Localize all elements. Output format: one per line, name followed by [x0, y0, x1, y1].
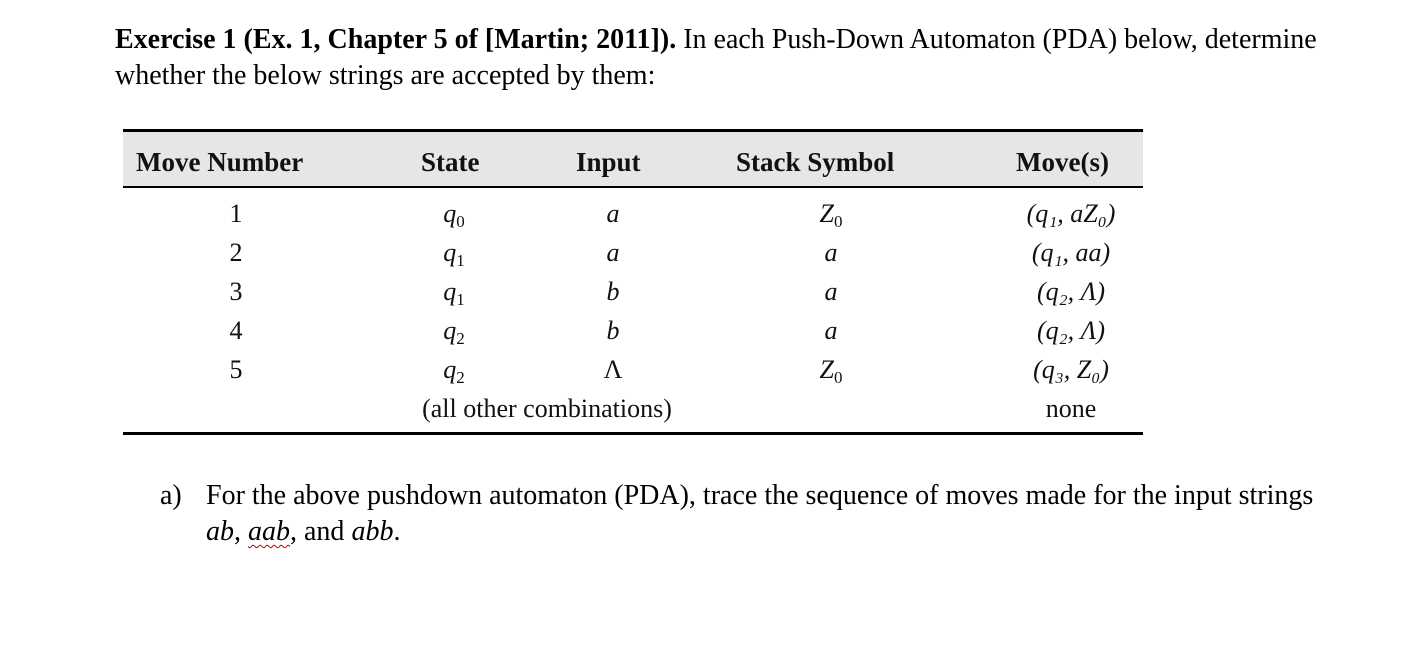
cell-stack-symbol: a — [824, 277, 838, 306]
cell-move-number: 5 — [229, 355, 243, 384]
cell-state: $q_1$ — [443, 277, 465, 309]
cell-stack-symbol: a — [824, 316, 838, 345]
cell-moves: (q₂, Λ) — [1036, 277, 1106, 306]
question-label: a) — [160, 480, 182, 511]
table-bottom-rule — [123, 432, 1143, 435]
header-stack-symbol: Stack Symbol — [736, 147, 895, 177]
cell-input: a — [606, 238, 620, 267]
string-ab: ab — [206, 516, 234, 547]
string-abb: abb — [351, 516, 394, 547]
question-text: For the above pushdown automaton (PDA), trace the sequence of moves made for the input strings ab, aab, and abb. — [206, 480, 1314, 547]
cell-input: Λ — [603, 355, 623, 384]
cell-state: $q_2$ — [443, 355, 465, 387]
header-input: Input — [576, 147, 641, 177]
cell-move-number: 4 — [229, 316, 243, 345]
exercise-heading — [115, 22, 1375, 94]
cell-input: a — [606, 199, 620, 228]
cell-move-number: 3 — [229, 277, 243, 306]
cell-input: b — [606, 316, 620, 345]
pda-transition-table — [123, 129, 1143, 436]
cell-stack-symbol: $Z_0$ — [819, 355, 843, 387]
cell-other-combinations: (all other combinations) — [422, 394, 672, 423]
table-header-row — [123, 132, 1143, 186]
cell-move-number: 2 — [229, 238, 243, 267]
cell-none: none — [1045, 394, 1097, 423]
cell-moves: (q₂, Λ) — [1036, 316, 1106, 345]
exercise-instructions: In each Push-Down Automaton (PDA) below, determine whether the below strings are accepted by them: — [115, 24, 1317, 91]
table-header-rule — [123, 186, 1143, 188]
cell-stack-symbol: a — [824, 238, 838, 267]
cell-state: $q_1$ — [443, 238, 465, 270]
header-moves: Move(s) — [1016, 147, 1109, 177]
cell-stack-symbol: $Z_0$ — [819, 199, 843, 231]
cell-input: b — [606, 277, 620, 306]
cell-state: $q_0$ — [443, 199, 465, 231]
header-state: State — [421, 147, 480, 177]
string-aab: aab — [248, 516, 290, 547]
cell-moves: (q₃, Z₀) — [1033, 355, 1109, 384]
cell-move-number: 1 — [229, 199, 243, 228]
header-move-number: Move Number — [136, 147, 304, 177]
exercise-title: Exercise 1 (Ex. 1, Chapter 5 of [Martin; 2011]). — [115, 24, 677, 55]
cell-moves: (q₁, aZ₀) — [1026, 199, 1116, 228]
cell-state: $q_2$ — [443, 316, 465, 348]
cell-moves: (q₁, aa) — [1031, 238, 1111, 267]
